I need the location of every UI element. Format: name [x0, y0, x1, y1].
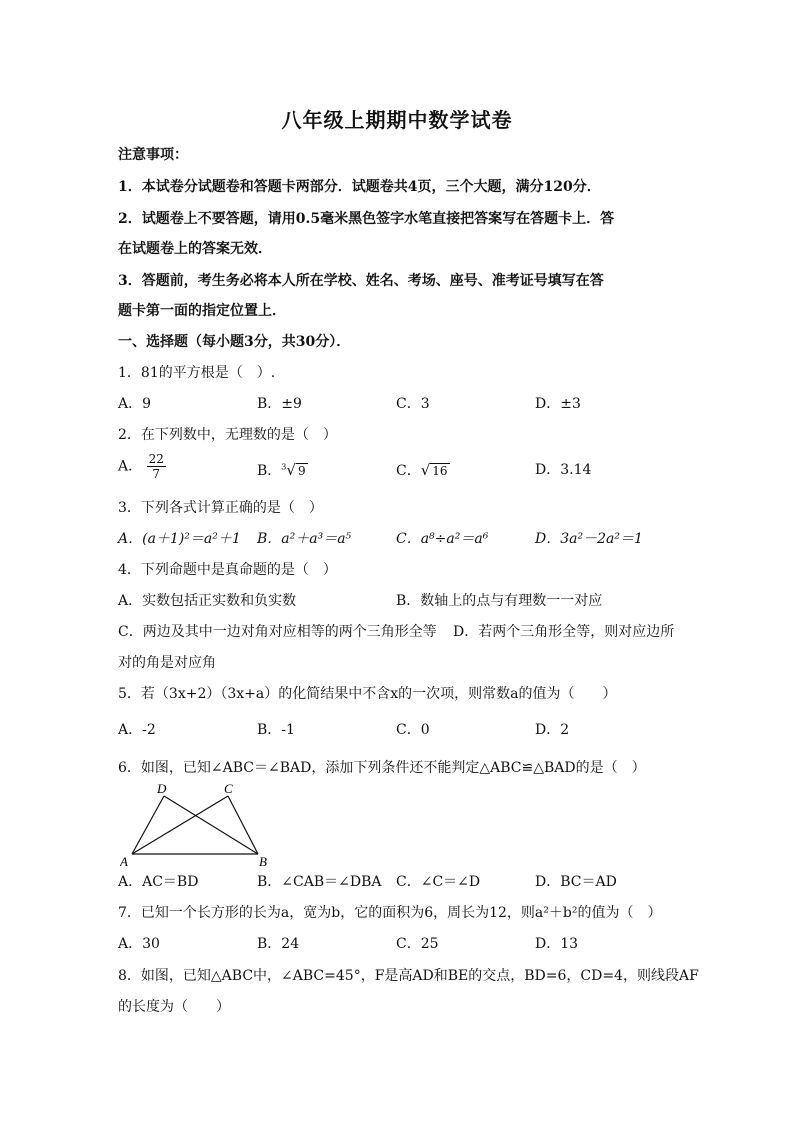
root-index: 3	[281, 462, 287, 472]
radical-icon: √	[286, 461, 296, 479]
q4-option-c: C．两边及其中一边对角对应相等的两个三角形全等	[118, 624, 437, 640]
question-5-stem: 5．若（3x+2）（3x+a）的化简结果中不含x的一次项，则常数a的值为（ ）	[118, 686, 617, 702]
question-1-stem: 1．81的平方根是（ ）.	[118, 365, 276, 381]
q2-option-a	[118, 452, 166, 481]
question-8-stem-line-1: 8．如图，已知△ABC中，∠ABC=45°，F是高AD和BE的交点，BD=6，CD=4，则线段AF	[118, 968, 699, 984]
q2-option-c	[396, 460, 450, 481]
fraction	[147, 452, 166, 481]
q4-option-b: B．数轴上的点与有理数一一对应	[396, 593, 603, 609]
q7-option-a: A．30	[118, 936, 160, 952]
q3-option-d: D．3a²－2a²＝1	[535, 531, 643, 547]
q2-option-a-label: A．	[118, 458, 143, 475]
q1-option-c: C．3	[396, 396, 430, 412]
fraction-numerator: 22	[148, 452, 164, 466]
note-3-line-1: 3．答题前，考生务必将本人所在学校、姓名、考场、座号、准考证号填写在答	[118, 273, 604, 289]
q4-option-a: A．实数包括正实数和负实数	[118, 593, 297, 609]
label-a: A	[120, 854, 128, 869]
q6-option-c: C．∠C＝∠D	[396, 874, 481, 890]
q5-option-d: D．2	[535, 722, 570, 738]
question-3-stem: 3．下列各式计算正确的是（ ）	[118, 500, 323, 516]
triangle-figure	[120, 780, 280, 870]
q1-option-b: B．±9	[257, 396, 302, 412]
radical-icon: √	[420, 461, 431, 479]
segment-bd	[164, 796, 258, 854]
radicand: 9	[297, 464, 306, 478]
q2-option-d: D．3.14	[535, 462, 592, 478]
question-2-stem: 2．在下列数中，无理数的是（ ）	[118, 427, 337, 443]
label-d: D	[157, 781, 167, 796]
question-7-stem: 7．已知一个长方形的长为a，宽为b，它的面积为6，周长为12，则a²＋b²的值为（ ）	[118, 905, 662, 921]
q1-option-a: A．9	[118, 396, 152, 412]
q7-option-b: B．24	[257, 936, 300, 952]
q6-option-d: D．BC＝AD	[535, 874, 617, 890]
segment-ad	[132, 796, 164, 854]
question-8-stem-line-2: 的长度为（ ）	[118, 999, 230, 1015]
label-c: C	[224, 781, 233, 796]
q3-option-a: A．(a＋1)²＝a²＋1	[118, 531, 241, 547]
q4-option-d-line-1: D．若两个三角形全等，则对应边所	[453, 624, 675, 640]
section-heading: 一、选择题（每小题3分，共30分）．	[118, 334, 351, 350]
q1-option-d: D．±3	[535, 396, 581, 412]
q5-option-b: B．-1	[257, 722, 295, 738]
q2-option-c-label: C．	[396, 463, 421, 479]
q3-option-b: B．a²＋a³＝a⁵	[257, 531, 352, 547]
fraction-denominator: 7	[152, 467, 161, 481]
question-4-stem: 4．下列命题中是真命题的是（ ）	[118, 562, 337, 578]
question-6-stem: 6．如图，已知∠ABC＝∠BAD，添加下列条件还不能判定△ABC≌△BAD的是（ ）	[118, 760, 646, 776]
page-title: 八年级上期期中数学试卷	[281, 108, 513, 132]
q2-option-b	[257, 460, 308, 481]
note-1: 1．本试卷分试题卷和答题卡两部分．试题卷共4页，三个大题，满分120分．	[118, 179, 601, 195]
notes-heading: 注意事项：	[118, 147, 188, 163]
label-b: B	[259, 854, 267, 869]
q3-option-c: C．a⁸÷a²＝a⁶	[396, 531, 489, 547]
note-2-line-2: 在试题卷上的答案无效．	[118, 241, 272, 257]
note-3-line-2: 题卡第一面的指定位置上．	[118, 303, 286, 319]
q5-option-c: C．0	[396, 722, 430, 738]
radicand: 16	[432, 464, 448, 478]
q2-option-b-label: B．	[257, 463, 282, 479]
q5-option-a: A．-2	[118, 722, 156, 738]
q6-option-a: A．AC＝BD	[118, 874, 199, 890]
q7-option-c: C．25	[396, 936, 439, 952]
q4-option-d-line-2: 对的角是对应角	[118, 655, 216, 671]
q6-option-b: B．∠CAB＝∠DBA	[257, 874, 382, 890]
note-2-line-1: 2．试题卷上不要答题，请用0.5毫米黑色签字水笔直接把答案写在答题卡上．答	[118, 211, 615, 227]
segment-ac	[132, 796, 228, 854]
triangle-figure-svg	[120, 780, 280, 870]
q7-option-d: D．13	[535, 936, 579, 952]
